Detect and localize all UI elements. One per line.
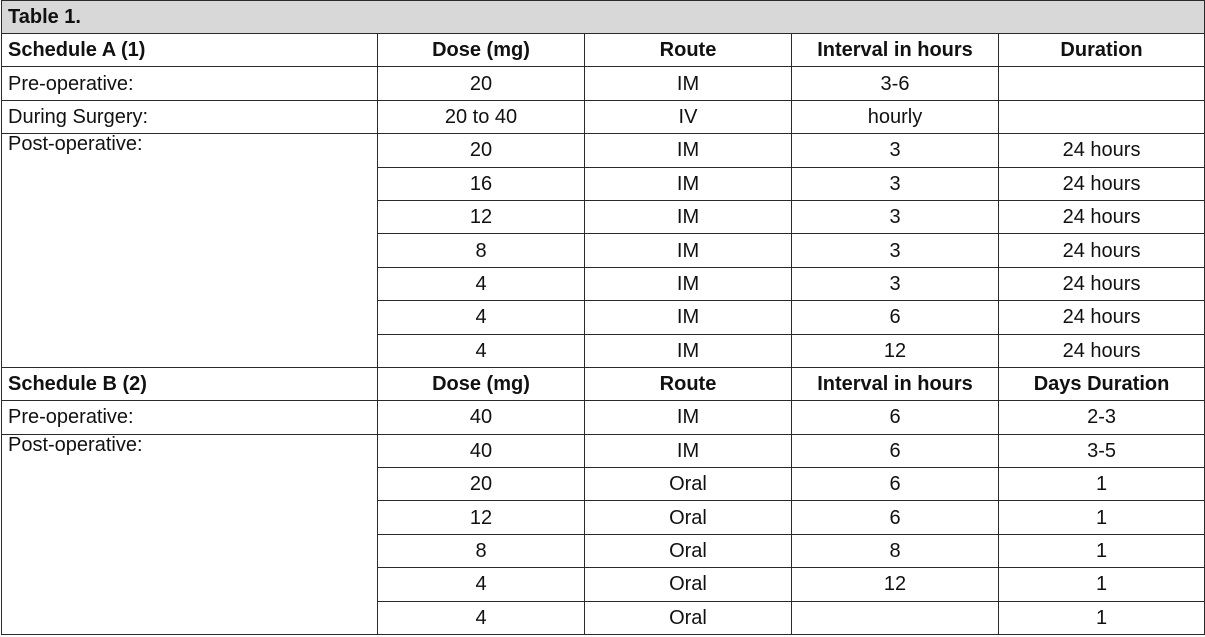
- route-cell: IM: [585, 334, 792, 367]
- column-header-dose: Dose (mg): [378, 367, 585, 400]
- duration-cell: 24 hours: [999, 301, 1205, 334]
- table-caption: Table 1.: [2, 1, 1205, 34]
- interval-cell: 3: [792, 134, 999, 167]
- duration-cell: 24 hours: [999, 167, 1205, 200]
- row-label: Pre-operative:: [2, 401, 378, 434]
- row-label: Post-operative:: [2, 134, 378, 368]
- duration-cell: 1: [999, 468, 1205, 501]
- dose-cell: 12: [378, 200, 585, 233]
- interval-cell: 6: [792, 401, 999, 434]
- interval-cell: 6: [792, 501, 999, 534]
- duration-cell: [999, 100, 1205, 133]
- duration-cell: 24 hours: [999, 334, 1205, 367]
- route-cell: IM: [585, 301, 792, 334]
- interval-cell: 6: [792, 301, 999, 334]
- interval-cell: 12: [792, 568, 999, 601]
- column-header-route: Route: [585, 34, 792, 67]
- dose-cell: 20 to 40: [378, 100, 585, 133]
- duration-cell: 24 hours: [999, 267, 1205, 300]
- column-header-interval: Interval in hours: [792, 367, 999, 400]
- table-row: [2, 134, 1205, 167]
- duration-cell: 1: [999, 534, 1205, 567]
- dose-cell: 4: [378, 568, 585, 601]
- route-cell: Oral: [585, 468, 792, 501]
- dose-cell: 8: [378, 534, 585, 567]
- column-header-duration: Duration: [999, 34, 1205, 67]
- interval-cell: 8: [792, 534, 999, 567]
- route-cell: IM: [585, 134, 792, 167]
- dose-cell: 20: [378, 134, 585, 167]
- dose-cell: 4: [378, 601, 585, 634]
- route-cell: IM: [585, 200, 792, 233]
- row-label: Post-operative:: [2, 434, 378, 634]
- duration-cell: 1: [999, 568, 1205, 601]
- duration-cell: 2-3: [999, 401, 1205, 434]
- dose-cell: 20: [378, 67, 585, 100]
- dose-cell: 20: [378, 468, 585, 501]
- interval-cell: 6: [792, 434, 999, 467]
- column-header-route: Route: [585, 367, 792, 400]
- interval-cell: 3: [792, 200, 999, 233]
- interval-cell: 3: [792, 167, 999, 200]
- column-header-interval: Interval in hours: [792, 34, 999, 67]
- schedule-b-title: Schedule B (2): [2, 367, 378, 400]
- duration-cell: [999, 67, 1205, 100]
- route-cell: IM: [585, 167, 792, 200]
- dose-cell: 4: [378, 301, 585, 334]
- table-row: [2, 434, 1205, 467]
- interval-cell: 3: [792, 234, 999, 267]
- interval-cell: hourly: [792, 100, 999, 133]
- dose-cell: 12: [378, 501, 585, 534]
- dosing-table: [1, 0, 1205, 635]
- route-cell: IM: [585, 401, 792, 434]
- duration-cell: 24 hours: [999, 134, 1205, 167]
- dose-cell: 4: [378, 267, 585, 300]
- duration-cell: 3-5: [999, 434, 1205, 467]
- duration-cell: 24 hours: [999, 200, 1205, 233]
- table-caption-row: [2, 1, 1205, 34]
- schedule-a-title: Schedule A (1): [2, 34, 378, 67]
- route-cell: IM: [585, 234, 792, 267]
- dose-cell: 40: [378, 401, 585, 434]
- dose-cell: 8: [378, 234, 585, 267]
- dose-cell: 40: [378, 434, 585, 467]
- schedule-a-header-row: [2, 34, 1205, 67]
- interval-cell: 3-6: [792, 67, 999, 100]
- route-cell: IM: [585, 434, 792, 467]
- schedule-b-header-row: [2, 367, 1205, 400]
- row-label: Pre-operative:: [2, 67, 378, 100]
- row-label: During Surgery:: [2, 100, 378, 133]
- column-header-dose: Dose (mg): [378, 34, 585, 67]
- route-cell: Oral: [585, 568, 792, 601]
- column-header-days-duration: Days Duration: [999, 367, 1205, 400]
- interval-cell: 6: [792, 468, 999, 501]
- route-cell: IM: [585, 267, 792, 300]
- route-cell: IM: [585, 67, 792, 100]
- table-row: [2, 67, 1205, 100]
- duration-cell: 1: [999, 501, 1205, 534]
- table-row: [2, 100, 1205, 133]
- route-cell: IV: [585, 100, 792, 133]
- interval-cell: 3: [792, 267, 999, 300]
- route-cell: Oral: [585, 501, 792, 534]
- table-row: [2, 401, 1205, 434]
- route-cell: Oral: [585, 534, 792, 567]
- dose-cell: 16: [378, 167, 585, 200]
- interval-cell: 12: [792, 334, 999, 367]
- duration-cell: 1: [999, 601, 1205, 634]
- route-cell: Oral: [585, 601, 792, 634]
- dose-cell: 4: [378, 334, 585, 367]
- interval-cell: [792, 601, 999, 634]
- duration-cell: 24 hours: [999, 234, 1205, 267]
